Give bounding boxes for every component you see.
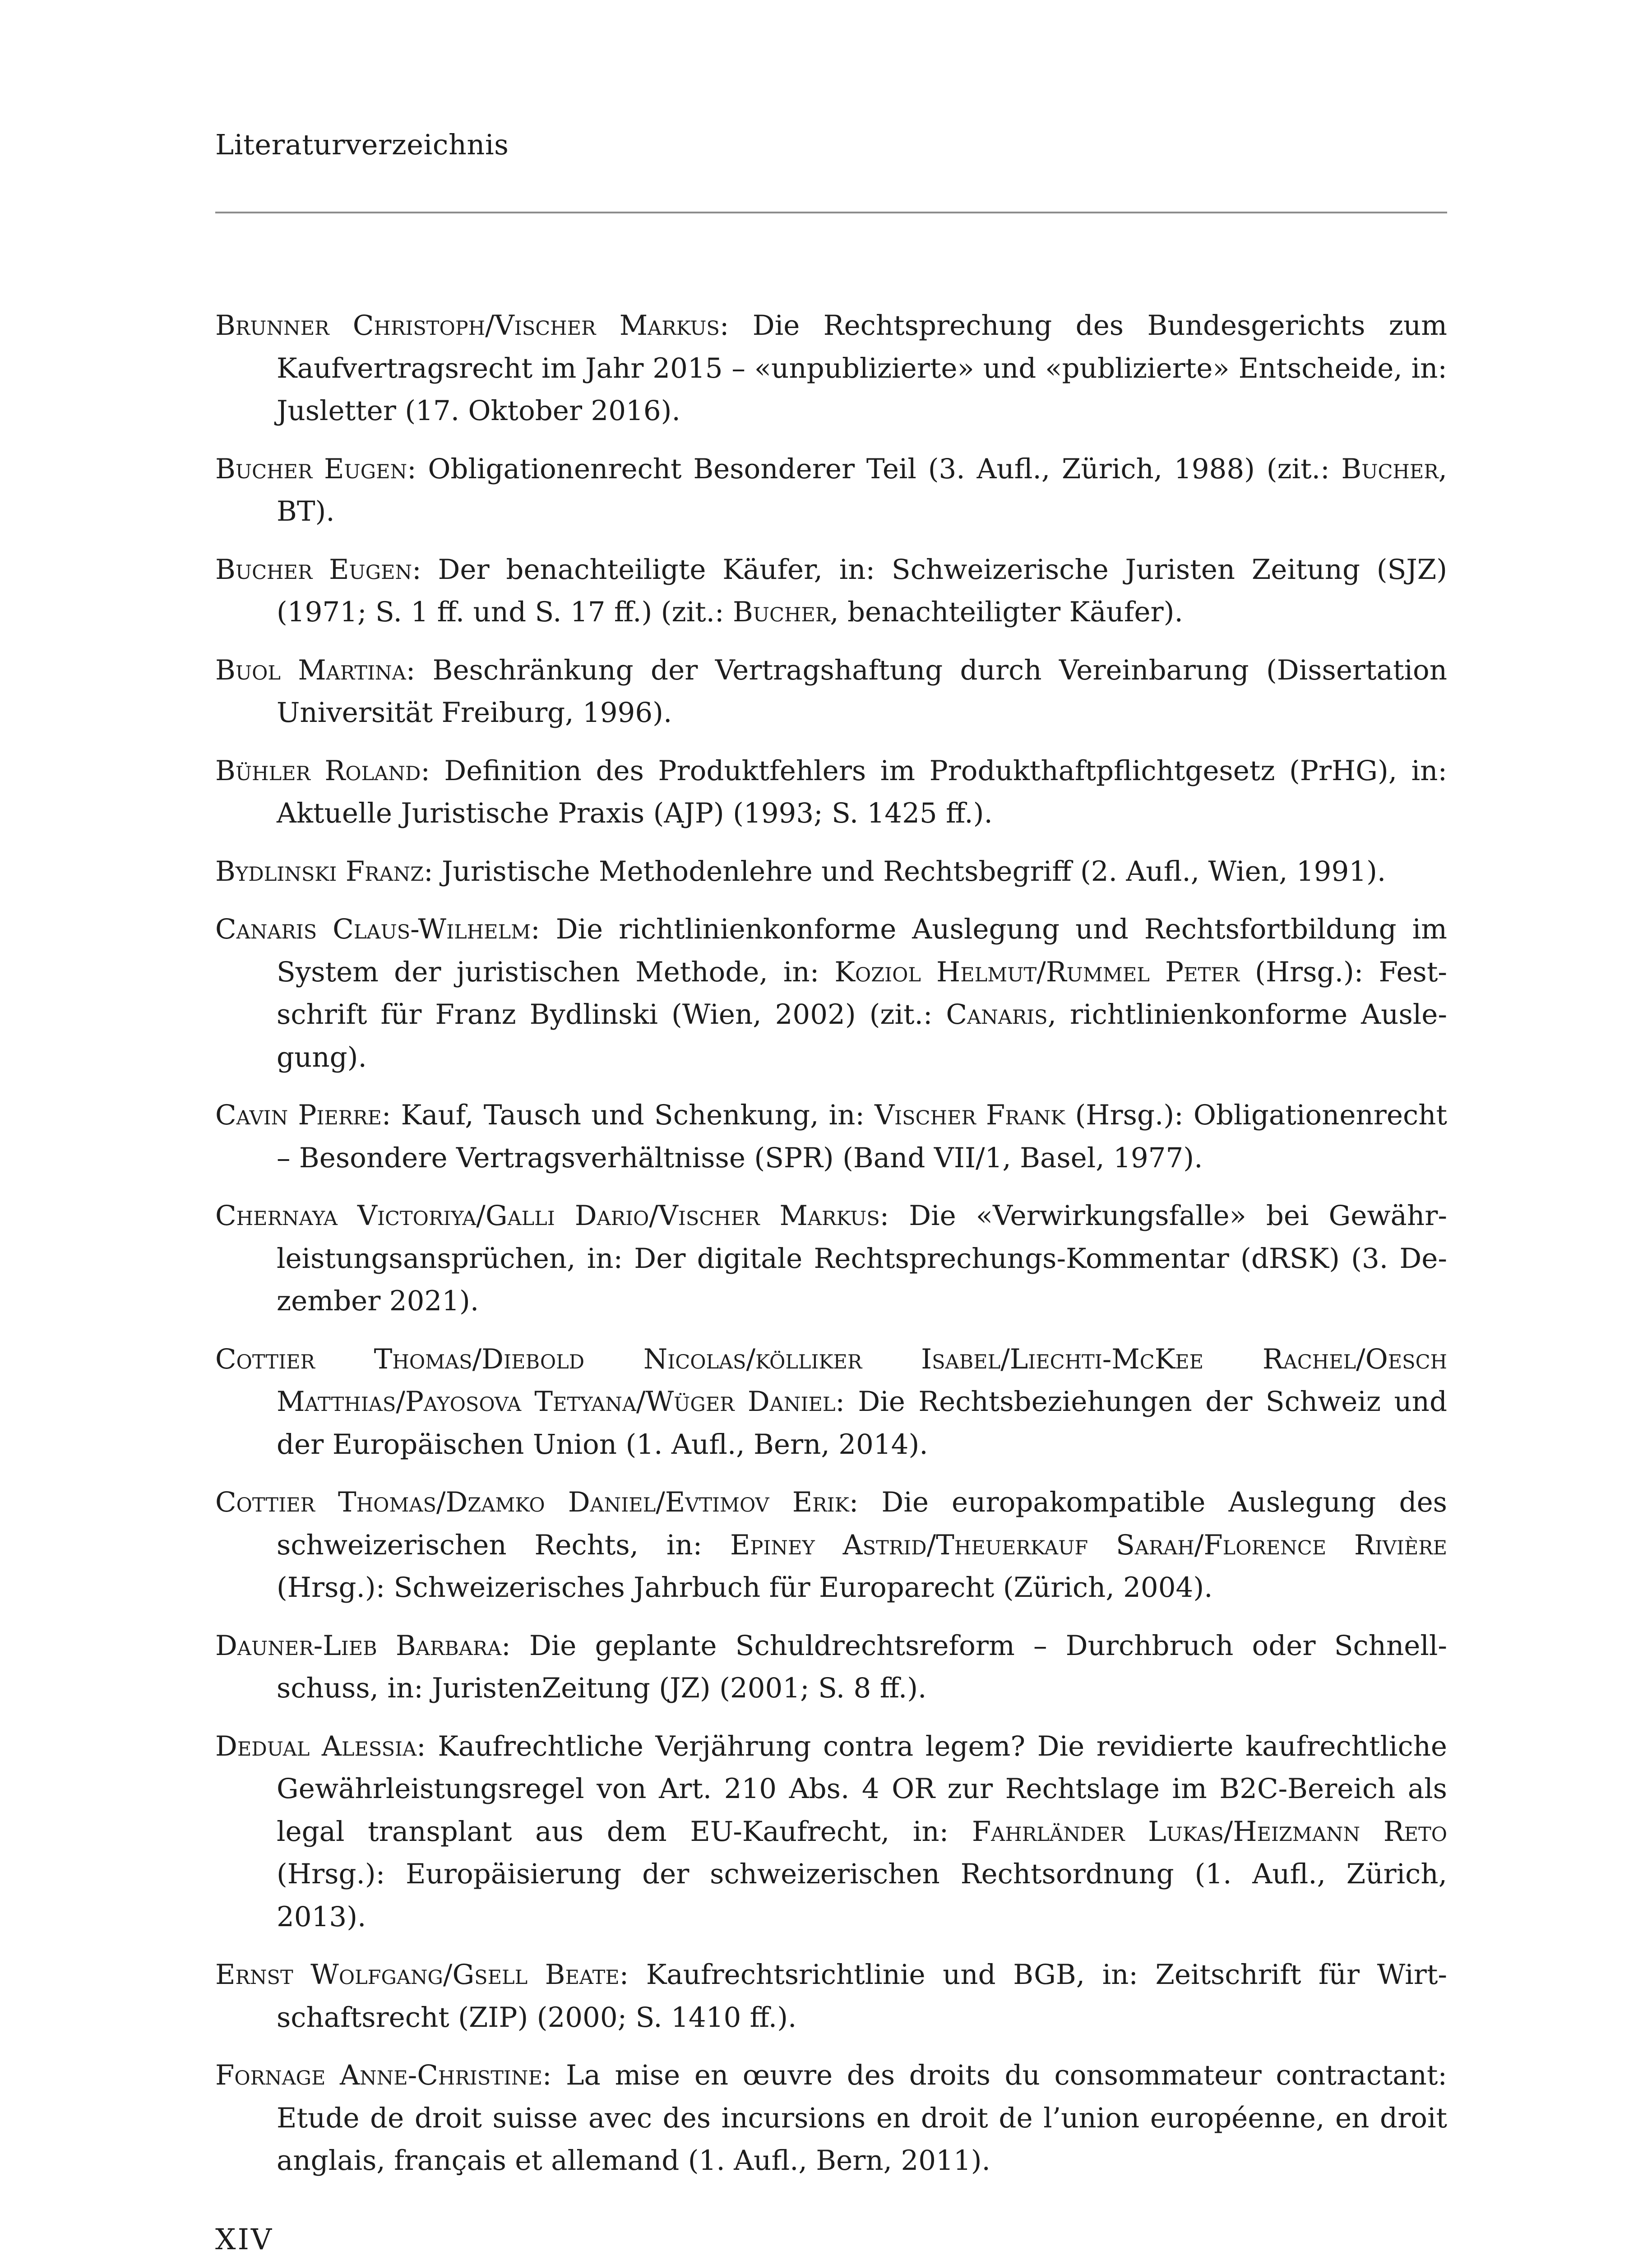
- entry-editor-name: Vischer Frank: [875, 1099, 1065, 1131]
- entry-text-after: (Hrsg.): Obligationenrecht – Besondere Vertragsverhältnisse (SPR) (Band VII/1, Basel, 1977).: [277, 1099, 1447, 1174]
- entry-text-after: (Hrsg.): Europäisierung der schweizerischen Rechtsordnung (1. Aufl., Zürich, 2013).: [277, 1858, 1447, 1933]
- entry-text: : Die richtlinienkonforme Auslegung und Rechtsfortbildung im System der juristischen Methode, in:: [277, 913, 1447, 988]
- bibliography-entry: [215, 305, 1447, 433]
- entry-text-after: (Hrsg.): Festschrift für Franz Bydlinski (Wien, 2002) (zit.:: [277, 956, 1447, 1031]
- entry-text: : Die Rechtsprechung des Bundesgerichts zum Kaufvertragsrecht im Jahr 2015 – «unpublizierte» und «publizierte» Entscheide, in: Jusletter (17. Oktober 2016).: [277, 310, 1447, 427]
- entry-author: Dauner-Lieb Barbara: [215, 1629, 502, 1662]
- bibliography-entry: [215, 851, 1447, 893]
- entry-citation-name: Bucher: [1341, 453, 1439, 485]
- entry-author: Bühler Roland: [215, 754, 421, 787]
- entry-text: : Die «Verwirkungsfalle» bei Gewährleistungsansprüchen, in: Der digitale Rechtsprechungs-Kommentar (dRSK) (3. Dezember 2021).: [277, 1200, 1447, 1317]
- entry-text: : Die Rechtsbeziehungen der Schweiz und der Europäischen Union (1. Aufl., Bern, 2014).: [277, 1386, 1447, 1461]
- entry-text: : Juristische Methodenlehre und Rechtsbegriff (2. Aufl., Wien, 1991).: [424, 855, 1386, 888]
- bibliography-entry: [215, 908, 1447, 1079]
- entry-author: Ernst Wolfgang/Gsell Beate: [215, 1959, 620, 1991]
- bibliography-entry: [215, 448, 1447, 533]
- entry-text: : Kaufrechtliche Verjährung contra legem? Die revidierte kaufrechtliche Gewährleistungsregel von Art. 210 Abs. 4 OR zur Rechtslage im B2C-Bereich als legal transplant aus dem EU-Kaufrecht, in:: [277, 1730, 1447, 1848]
- entry-author: Bucher Eugen: [215, 453, 407, 485]
- entry-author: Canaris Claus-Wilhelm: [215, 913, 531, 945]
- entry-editor-name: Koziol Helmut/Rummel Peter: [834, 956, 1240, 988]
- entry-citation-name: Bucher: [732, 596, 830, 628]
- entry-text: : Die europakompatible Auslegung des schweizerischen Rechts, in:: [277, 1486, 1447, 1561]
- entry-text: : Kaufrechtsrichtlinie und BGB, in: Zeitschrift für Wirtschaftsrecht (ZIP) (2000; S. 1410 ff.).: [277, 1959, 1447, 2034]
- entry-citation-name: Canaris: [946, 999, 1048, 1031]
- bibliography-entry: [215, 1338, 1447, 1466]
- page-number: XIV: [215, 2223, 274, 2256]
- entry-author: Buol Martina: [215, 654, 406, 686]
- entry-author: Chernaya Victoriya/Galli Dario/Vischer Markus: [215, 1200, 880, 1232]
- bibliography-list: [215, 305, 1447, 2198]
- running-header: Literaturverzeichnis: [215, 128, 509, 161]
- entry-editor-name: Epiney Astrid/Theuerkauf Sarah/Florence Rivière: [730, 1529, 1447, 1561]
- entry-author: Bydlinski Franz: [215, 855, 424, 888]
- entry-text: : Die geplante Schuldrechtsreform – Durchbruch oder Schnellschuss, in: JuristenZeitung (JZ) (2001; S. 8 ff.).: [277, 1629, 1447, 1704]
- bibliography-entry: [215, 2054, 1447, 2182]
- entry-text: : Kauf, Tausch und Schenkung, in:: [381, 1099, 875, 1131]
- entry-text: : Beschränkung der Vertragshaftung durch Vereinbarung (Dissertation Universität Freiburg, 1996).: [277, 654, 1448, 729]
- bibliography-entry: [215, 1954, 1447, 2039]
- entry-author: Cottier Thomas/Dzamko Daniel/Evtimov Erik: [215, 1486, 849, 1518]
- bibliography-entry: [215, 1625, 1447, 1710]
- bibliography-entry: [215, 1481, 1447, 1609]
- entry-author: Cavin Pierre: [215, 1099, 382, 1131]
- bibliography-entry: [215, 549, 1447, 634]
- bibliography-entry: [215, 649, 1447, 735]
- entry-author: Cottier Thomas/Diebold Nicolas/kölliker Isabel/Liechti-McKee Rachel/Oesch Matthias/Payosova Tetyana/Wüger Daniel: [215, 1343, 1447, 1418]
- bibliography-entry: [215, 1094, 1447, 1179]
- entry-author: Dedual Alessia: [215, 1730, 417, 1762]
- entry-editor-name: Fahrländer Lukas/Heizmann Reto: [972, 1815, 1448, 1848]
- bibliography-entry: [215, 750, 1447, 835]
- entry-text-after: , benachteiligter Käufer).: [830, 596, 1183, 628]
- entry-author: Bucher Eugen: [215, 553, 412, 586]
- entry-text: : La mise en œuvre des droits du consommateur contractant: Etude de droit suisse avec des incursions en droit de l’union européenne, en droit anglais, français et allemand (1. Aufl., Bern, 2011).: [277, 2059, 1447, 2177]
- bibliography-entry: [215, 1725, 1447, 1939]
- entry-text: : Definition des Produktfehlers im Produkthaftpflichtgesetz (PrHG), in: Aktuelle Juristische Praxis (AJP) (1993; S. 1425 ff.).: [277, 754, 1448, 829]
- entry-text-after: (Hrsg.): Schweizerisches Jahrbuch für Europarecht (Zürich, 2004).: [277, 1572, 1213, 1604]
- entry-text-after: , BT).: [277, 453, 1447, 527]
- entry-text-after: , richtlinienkonforme Auslegung).: [277, 999, 1447, 1073]
- entry-author: Fornage Anne-Christine: [215, 2059, 542, 2091]
- bibliography-entry: [215, 1195, 1447, 1323]
- entry-text: : Der benachteiligte Käufer, in: Schweizerische Juristen Zeitung (SJZ) (1971; S. 1 ff. und S. 17 ff.) (zit.:: [277, 553, 1447, 628]
- header-rule: [215, 212, 1447, 213]
- entry-text: : Obligationenrecht Besonderer Teil (3. Aufl., Zürich, 1988) (zit.:: [407, 453, 1342, 485]
- entry-author: Brunner Christoph/Vischer Markus: [215, 310, 720, 342]
